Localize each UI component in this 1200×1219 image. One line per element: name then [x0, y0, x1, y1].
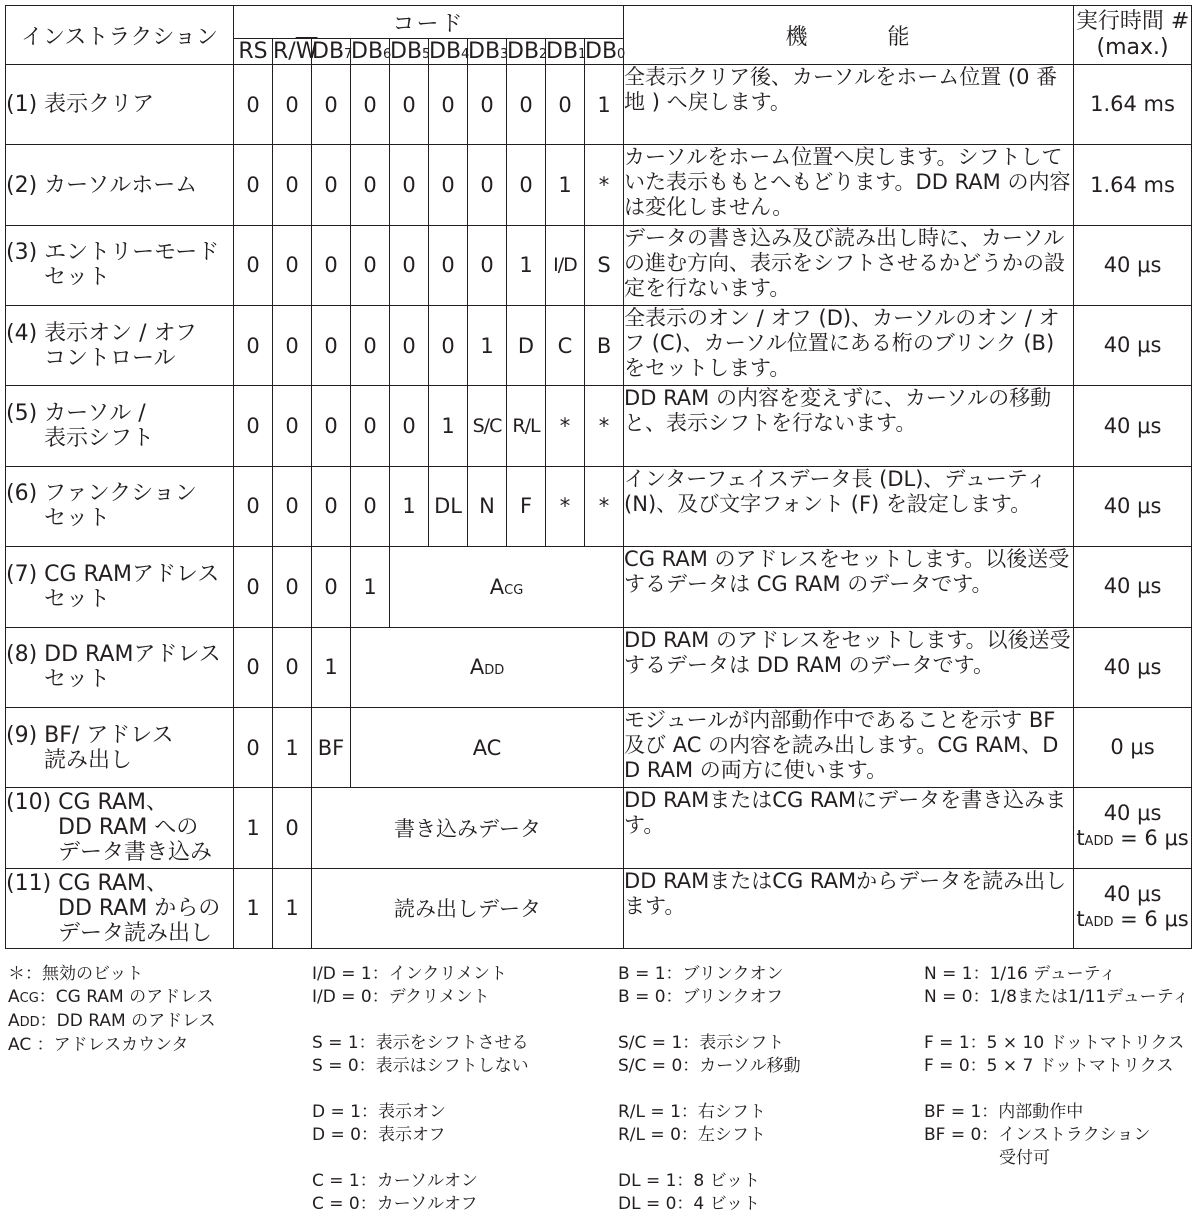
code-bit: 0 — [234, 65, 273, 145]
exec-time: 0 μs — [1074, 707, 1192, 787]
code-bit: 0 — [351, 65, 390, 145]
bit-header-rw: $R/\overline{W}$ — [273, 39, 318, 64]
code-bit: 1 — [234, 868, 273, 948]
instruction-name: (3) エントリーモード セット — [6, 225, 234, 305]
code-bit: 0 — [390, 225, 429, 305]
exec-time: 1.64 ms — [1074, 145, 1192, 225]
legend-item: ACG：CG RAM のアドレス — [8, 987, 214, 1007]
code-bit: 0 — [312, 306, 351, 386]
code-bit: F — [507, 466, 546, 546]
code-bit: * — [585, 466, 624, 546]
code-bit: 0 — [351, 466, 390, 546]
legend-item: S = 1：表示をシフトさせる — [312, 1033, 529, 1053]
legend-column-3 — [618, 963, 801, 1216]
code-bit: 0 — [390, 145, 429, 225]
code-bit: 0 — [546, 65, 585, 145]
code-bit: 0 — [390, 386, 429, 466]
table-row — [6, 627, 1192, 707]
code-bit: 0 — [351, 225, 390, 305]
legend-item: D = 0：表示オフ — [312, 1125, 446, 1145]
code-bit: 0 — [429, 145, 468, 225]
code-bit: 1 — [468, 306, 507, 386]
code-bit: 0 — [312, 145, 351, 225]
code-bit: 0 — [273, 225, 312, 305]
table-row — [6, 386, 1192, 466]
code-bit: B — [585, 306, 624, 386]
function-description: カーソルをホーム位置へ戻します。シフトしていた表示ももとへもどります。DD RAM の内容は変化しません。 — [624, 145, 1074, 225]
header-instruction: インストラクション — [6, 6, 234, 65]
code-bit: 0 — [351, 145, 390, 225]
function-description: DD RAM の内容を変えずに、カーソルの移動と、表示シフトを行ないます。 — [624, 386, 1074, 466]
table-row — [6, 788, 1192, 868]
legend-item: BF = 0：インストラクション — [924, 1125, 1151, 1145]
exec-time: 40 μs tADD = 6 μs — [1074, 868, 1192, 948]
code-bit: 0 — [390, 306, 429, 386]
instruction-table — [5, 5, 1192, 949]
code-bit: 0 — [507, 145, 546, 225]
legend-item: BF = 1：内部動作中 — [924, 1102, 1084, 1122]
bit-header-db7: DB7 — [312, 39, 353, 64]
legend-column-1 — [8, 963, 216, 1057]
code-bit: * — [546, 466, 585, 546]
header-exec-time: 実行時間 # (max.) — [1074, 6, 1192, 65]
bit-header-db2: DB2 — [507, 39, 548, 64]
code-bit: 0 — [234, 627, 273, 707]
legend-item: B = 0：ブリンクオフ — [618, 987, 783, 1007]
function-description: インターフェイスデータ長 (DL)、デューティ (N)、及び文字フォント (F) を設定します。 — [624, 466, 1074, 546]
code-bit: 0 — [429, 225, 468, 305]
code-bit: * — [546, 386, 585, 466]
code-bit: 0 — [468, 65, 507, 145]
code-bit: DL — [429, 466, 468, 546]
code-bit: 0 — [429, 306, 468, 386]
code-bit: 0 — [468, 145, 507, 225]
bit-header-db0: DB0 — [585, 39, 626, 64]
read-data-field: 読み出しデータ — [312, 868, 624, 948]
code-bit: 1 — [273, 868, 312, 948]
legend-item: R/L = 1：右シフト — [618, 1102, 766, 1122]
exec-time: 40 μs — [1074, 466, 1192, 546]
write-data-field: 書き込みデータ — [312, 788, 624, 868]
header-function: 機 能 — [624, 6, 1074, 65]
cg-ram-address-field: ACG — [390, 547, 624, 627]
code-bit: 0 — [234, 707, 273, 787]
code-bit: 0 — [273, 306, 312, 386]
exec-time: 40 μs — [1074, 306, 1192, 386]
legend-item: 受付可 — [999, 1148, 1050, 1168]
instruction-name: (7) CG RAMアドレス セット — [6, 547, 234, 627]
code-bit: 0 — [234, 225, 273, 305]
table-row — [6, 868, 1192, 948]
instruction-name: (4) 表示オン / オフ コントロール — [6, 306, 234, 386]
code-bit: 0 — [312, 466, 351, 546]
code-bit: 0 — [507, 65, 546, 145]
code-bit: 1 — [351, 547, 390, 627]
legend-item: AC ：アドレスカウンタ — [8, 1035, 189, 1055]
table-row — [6, 466, 1192, 546]
table-row — [6, 225, 1192, 305]
code-bit: 0 — [312, 65, 351, 145]
legend-item: F = 0：5 × 7 ドットマトリクス — [924, 1056, 1174, 1076]
code-bit: 1 — [546, 145, 585, 225]
exec-time: 40 μs — [1074, 386, 1192, 466]
code-bit: 0 — [468, 225, 507, 305]
dd-ram-address-field: ADD — [351, 627, 624, 707]
code-bit: C — [546, 306, 585, 386]
instruction-name: (9) BF/ アドレス 読み出し — [6, 707, 234, 787]
exec-time: 40 μs tADD = 6 μs — [1074, 788, 1192, 868]
code-bit: 1 — [507, 225, 546, 305]
legend-item: N = 1：1/16 デューティ — [924, 964, 1117, 984]
code-bit: D — [507, 306, 546, 386]
instruction-name: (2) カーソルホーム — [6, 145, 234, 225]
legend-item: S = 0：表示はシフトしない — [312, 1056, 529, 1076]
legend-item: ＊：無効のビット — [8, 964, 144, 984]
legend-item: D = 1：表示オン — [312, 1102, 446, 1122]
code-bit: 0 — [273, 65, 312, 145]
bit-header-db4: DB4 — [429, 39, 470, 64]
instruction-name: (1) 表示クリア — [6, 65, 234, 145]
code-bit: R/L — [507, 386, 546, 466]
code-bit: 0 — [312, 547, 351, 627]
legend-item: DL = 1：8 ビット — [618, 1171, 760, 1191]
code-bit: S/C — [468, 386, 507, 466]
code-bit: 0 — [351, 386, 390, 466]
function-description: DD RAMまたはCG RAMにデータを書き込みます。 — [624, 788, 1074, 868]
code-bit: 0 — [390, 65, 429, 145]
code-bit: 1 — [390, 466, 429, 546]
bit-header-rs: RS — [234, 39, 273, 65]
code-bit: 0 — [312, 386, 351, 466]
legend-item: F = 1：5 × 10 ドットマトリクス — [924, 1033, 1185, 1053]
legend-item: C = 1：カーソルオン — [312, 1171, 479, 1191]
code-bit: 0 — [234, 145, 273, 225]
legend-item: C = 0：カーソルオフ — [312, 1194, 478, 1214]
code-bit: * — [585, 145, 624, 225]
instruction-name: (6) ファンクション セット — [6, 466, 234, 546]
exec-time: 1.64 ms — [1074, 65, 1192, 145]
function-description: 全表示のオン / オフ (D)、カーソルのオン / オフ (C)、カーソル位置にある桁のブリンク (B) をセットします。 — [624, 306, 1074, 386]
exec-time: 40 μs — [1074, 225, 1192, 305]
code-bit: 0 — [234, 466, 273, 546]
bit-header-db5: DB5 — [390, 39, 431, 64]
code-bit: I/D — [546, 225, 585, 305]
code-bit: N — [468, 466, 507, 546]
instruction-name: (10) CG RAM、 DD RAM への データ書き込み — [6, 788, 234, 868]
code-bit: 0 — [273, 145, 312, 225]
code-bit: 1 — [585, 65, 624, 145]
code-bit: * — [585, 386, 624, 466]
legend-item: ADD：DD RAM のアドレス — [8, 1011, 216, 1031]
function-description: 全表示クリア後、カーソルをホーム位置 (0 番地 ) へ戻します。 — [624, 65, 1074, 145]
code-bit: 0 — [351, 306, 390, 386]
function-description: CG RAM のアドレスをセットします。以後送受するデータは CG RAM のデータです。 — [624, 547, 1074, 627]
code-bit: 0 — [312, 225, 351, 305]
code-bit: 0 — [234, 547, 273, 627]
code-bit: 0 — [273, 627, 312, 707]
code-bit: 0 — [273, 788, 312, 868]
address-counter-field: AC — [351, 707, 624, 787]
legend-item: I/D = 0：デクリメント — [312, 987, 490, 1007]
legend-item: S/C = 1：表示シフト — [618, 1033, 785, 1053]
code-bit: 1 — [273, 707, 312, 787]
table-row — [6, 65, 1192, 145]
table-row — [6, 145, 1192, 225]
code-bit: 0 — [429, 65, 468, 145]
legend-item: B = 1：ブリンクオン — [618, 964, 784, 984]
function-description: DD RAMまたはCG RAMからデータを読み出します。 — [624, 868, 1074, 948]
code-bit: S — [585, 225, 624, 305]
function-description: データの書き込み及び読み出し時に、カーソルの進む方向、表示をシフトさせるかどうかの設定を行ないます。 — [624, 225, 1074, 305]
code-bit: 1 — [429, 386, 468, 466]
instruction-name: (8) DD RAMアドレス セット — [6, 627, 234, 707]
legend-item: DL = 0：4 ビット — [618, 1194, 760, 1214]
code-bit: 0 — [273, 386, 312, 466]
bit-header-db6: DB6 — [351, 39, 392, 64]
code-bit: 0 — [273, 547, 312, 627]
legend-item: R/L = 0：左シフト — [618, 1125, 766, 1145]
code-bit: 0 — [234, 306, 273, 386]
code-bit: 1 — [312, 627, 351, 707]
bit-header-db1: DB1 — [546, 39, 587, 64]
legend-column-4 — [924, 963, 1189, 1170]
code-bit: 1 — [234, 788, 273, 868]
legend-column-2 — [312, 963, 529, 1216]
code-bit: 0 — [234, 386, 273, 466]
code-bit: 0 — [273, 466, 312, 546]
header-code: コード — [234, 6, 624, 39]
code-bit: BF — [312, 707, 351, 787]
legend-item: S/C = 0：カーソル移動 — [618, 1056, 801, 1076]
bit-header-db3: DB3 — [468, 39, 509, 64]
instruction-name: (11) CG RAM、 DD RAM からの データ読み出し — [6, 868, 234, 948]
table-row — [6, 707, 1192, 787]
instruction-name: (5) カーソル / 表示シフト — [6, 386, 234, 466]
function-description: モジュールが内部動作中であることを示す BF 及び AC の内容を読み出します。CG RAM、DD RAM の両方に使います。 — [624, 707, 1074, 787]
table-row — [6, 306, 1192, 386]
legend-item: I/D = 1：インクリメント — [312, 964, 508, 984]
function-description: DD RAM のアドレスをセットします。以後送受するデータは DD RAM のデータです。 — [624, 627, 1074, 707]
exec-time: 40 μs — [1074, 547, 1192, 627]
table-row — [6, 547, 1192, 627]
exec-time: 40 μs — [1074, 627, 1192, 707]
legend-item: N = 0：1/8または1/11デューティ — [924, 987, 1190, 1007]
